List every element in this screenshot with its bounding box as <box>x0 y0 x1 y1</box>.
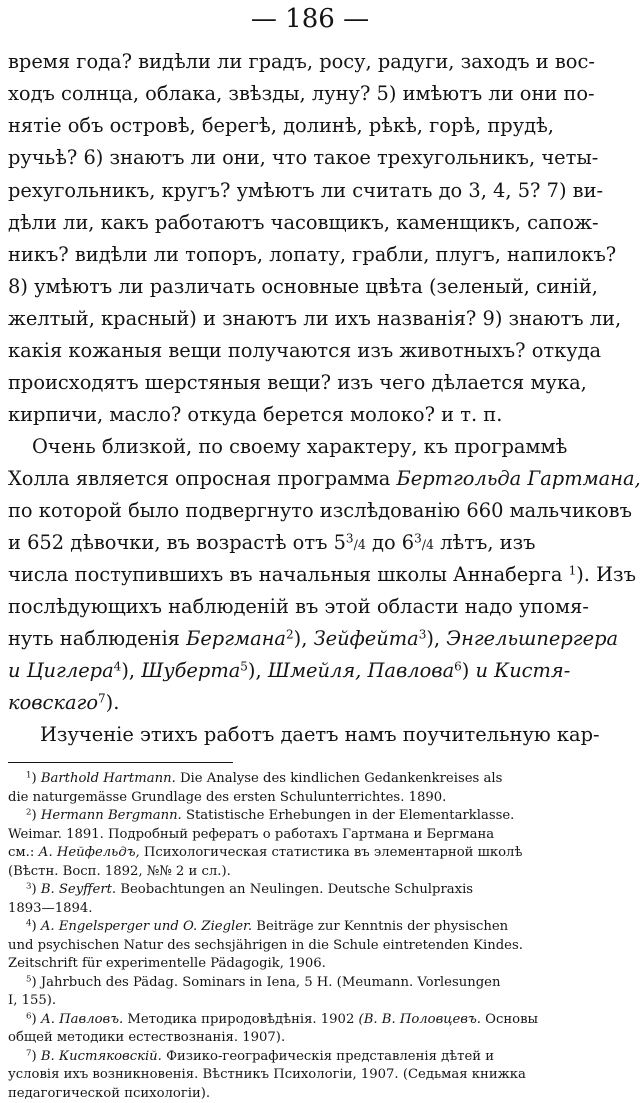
footnote-line: (Вѣстн. Восп. 1892, №№ 2 и сл.). <box>8 863 231 879</box>
body-line: Холла является опросная программа Бертгольда Гартмана, <box>8 467 641 490</box>
footnote: $^4$) A. Engelsperger und O. Ziegler. Beiträge zur Kenntnis der physischen <box>26 918 509 934</box>
page-number: — 186 — <box>250 4 370 34</box>
body-line: дѣли ли, какъ работаютъ часовщикъ, каменщикъ, сапож- <box>8 211 599 234</box>
body-line: нятіе объ островѣ, берегѣ, долинѣ, рѣкѣ, горѣ, прудѣ, <box>8 114 554 137</box>
body-line: послѣдующихъ наблюденій въ этой области надо упомя- <box>8 595 589 618</box>
footnote: $^5$) Jahrbuch des Pädag. Sominars in Iena, 5 H. (Meumann. Vorlesungen <box>26 973 501 990</box>
body-line: Очень близкой, по своему характеру, къ программѣ <box>32 435 568 458</box>
footnote: $^7$) В. Кистяковскій. Физико-географическія представленія дѣтей и <box>26 1047 495 1064</box>
body-line: нуть наблюденія Бергмана$^2$), Зейфейта$^3$), Энгельшпергера <box>8 627 619 650</box>
footnote-mark: 2 <box>26 807 32 818</box>
author-name: Бергмана <box>186 627 286 650</box>
footnote-ref: 5 <box>240 659 248 674</box>
footnote-mark: 6 <box>26 1010 32 1021</box>
footnote: $^1$) Barthold Hartmann. Die Analyse des kindlichen Gedankenkreises als <box>26 770 503 786</box>
footnote: $^2$) Hermann Bergmann. Statistische Erhebungen in der Elementarklasse. <box>26 807 515 823</box>
footnote-line: die naturgemässe Grundlage des ersten Schulunterrichtes. 1890. <box>8 789 447 805</box>
footnote-line: Zeitschrift für experimentelle Pädagogik, 1906. <box>8 956 326 971</box>
author-name: (В. В. Половцевъ. <box>358 1011 481 1027</box>
footnote-ref: 2 <box>286 627 294 642</box>
body-line: ковскаго$^7$). <box>8 691 120 714</box>
body-line: происходятъ шерстяныя вещи? изъ чего дѣлается мука, <box>8 371 587 394</box>
body-line: рехугольникъ, кругъ? умѣютъ ли считать до 3, 4, 5? 7) ви- <box>8 179 604 202</box>
body-line: ходъ солнца, облака, звѣзды, луну? 5) имѣютъ ли они по- <box>8 82 595 105</box>
footnote-line: 1893—1894. <box>8 900 93 916</box>
footnote-mark: 7 <box>26 1047 32 1058</box>
author-name: Бертгольда Гартмана, <box>396 467 641 490</box>
author-name: А. Павловъ. <box>40 1011 124 1027</box>
footnote-line: условія ихъ возникновенія. Вѣстникъ Психологіи, 1907. (Седьмая книжка <box>8 1067 526 1082</box>
footnote: $^3$) B. Seyffert. Beobachtungen an Neulingen. Deutsche Schulpraxis <box>26 881 474 897</box>
body-line: числа поступившихъ въ начальныя школы Аннаберга $^1$). Изъ <box>8 563 636 586</box>
body-line: 8) умѣютъ ли различать основные цвѣта (зеленый, синій, <box>8 275 598 298</box>
footnote-ref: 1 <box>568 563 577 578</box>
body-line: и 652 дѣвочки, въ возрастѣ отъ $5^3/4$ до $6^3/4$ лѣтъ, изъ <box>8 531 536 554</box>
footnote-line: педагогической психологіи). <box>8 1085 211 1101</box>
author-name: Шмейля, Павлова <box>267 659 455 682</box>
body-line: Изученіе этихъ работъ даетъ намъ поучительную кар- <box>40 723 600 746</box>
author-name: B. Seyffert. <box>40 882 117 897</box>
footnote-mark: 4 <box>26 918 32 929</box>
footnote-ref: 6 <box>454 659 462 674</box>
author-name: ковскаго <box>8 691 99 714</box>
author-name: Энгельшпергера <box>446 627 619 650</box>
author-name: A. Engelsperger und O. Ziegler. <box>40 919 253 934</box>
author-name: В. Кистяковскій. <box>40 1048 162 1064</box>
footnote-line: общей методики естествознанія. 1907). <box>8 1030 286 1045</box>
footnote-ref: 4 <box>113 659 122 674</box>
body-line: время года? видѣли ли градъ, росу, радуги, заходъ и вос- <box>8 50 595 73</box>
footnote-separator <box>8 762 233 763</box>
body-line: никъ? видѣли ли топоръ, лопату, грабли, плугъ, напилокъ? <box>8 243 617 266</box>
footnote-line: I, 155). <box>8 993 57 1008</box>
footnote-ref: 3 <box>418 627 427 642</box>
author-name: Barthold Hartmann. <box>40 771 176 786</box>
footnote-mark: 3 <box>26 881 32 892</box>
body-line: какія кожаныя вещи получаются изъ животныхъ? откуда <box>8 339 602 362</box>
body-line: и Циглера$^4$), Шуберта$^5$), Шмейля, Павлова$^6$) и Кистя- <box>8 659 571 682</box>
author-name: Шуберта <box>141 659 241 682</box>
author-name: и Циглера <box>8 659 114 682</box>
footnote-line: Weimar. 1891. Подробный рефератъ о работахъ Гартмана и Бергмана <box>8 826 495 842</box>
footnote: $^6$) А. Павловъ. Методика природовѣдѣнія. 1902 (В. В. Половцевъ. Основы <box>26 1010 539 1027</box>
fraction-denominator: /4 <box>353 537 366 552</box>
author-name: Зейфейта <box>313 627 419 650</box>
author-name: Hermann Bergmann. <box>40 808 182 823</box>
fraction-denominator: /4 <box>421 537 435 552</box>
author-name: А. Нейфельдъ, <box>38 845 140 860</box>
footnote-line: см.: А. Нейфельдъ, Психологическая статистика въ элементарной школѣ <box>8 845 523 860</box>
body-line: ручьѣ? 6) знаютъ ли они, что такое трехугольникъ, четы- <box>8 146 599 169</box>
footnote-line: und psychischen Natur des sechsjährigen in die Schule eintretenden Kindes. <box>8 937 523 953</box>
body-line: по которой было подвергнуто изслѣдованію 660 мальчиковъ <box>8 499 632 522</box>
body-line: кирпичи, масло? откуда берется молоко? и т. п. <box>8 403 503 426</box>
footnote-ref: 7 <box>98 691 106 706</box>
body-line: желтый, красный) и знаютъ ли ихъ названія? 9) знаютъ ли, <box>8 307 622 330</box>
author-name: и Кистя- <box>475 659 571 682</box>
footnote-mark: 1 <box>26 770 32 781</box>
footnote-mark: 5 <box>26 973 32 984</box>
